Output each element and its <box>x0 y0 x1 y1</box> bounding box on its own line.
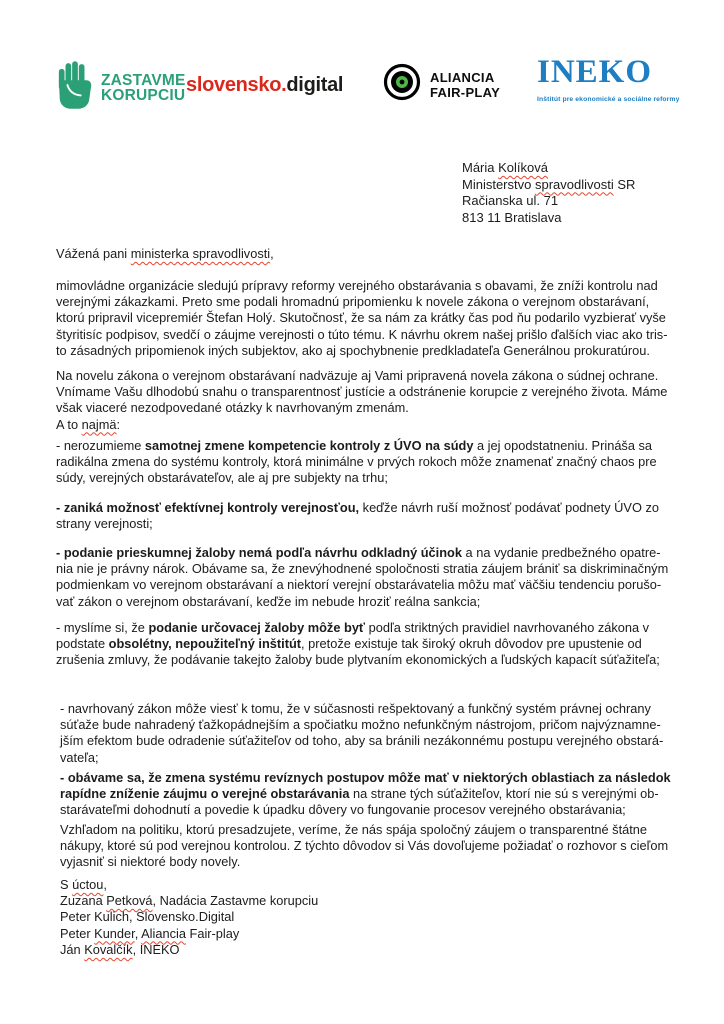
slovensko-digital-dark-part: digital <box>286 74 344 96</box>
recipient-address: Mária Kolíková Ministerstvo spravodlivosti SR Račianska ul. 71 813 11 Bratislava <box>462 160 636 225</box>
aliancia-fair-play-wordmark: ALIANCIA FAIR-PLAY <box>430 69 501 100</box>
logo-zastavme-korupciu <box>56 60 186 115</box>
logo-ineko <box>537 56 679 103</box>
target-icon <box>383 63 421 106</box>
zastavme-korupciu-wordmark: ZASTAVME KORUPCIU <box>101 71 186 104</box>
logo-slovensko-digital <box>186 74 343 97</box>
paragraph-novela: Na novelu zákona o verejnom obstarávaní nadväzuje aj Vami pripravená novela zákona o súdnej ochrane. Vnímame Vašu dlhodobú snahu o transparentnosť justície a odstránenie korupcie z verejného života. Máme však viaceré nezodpovedané otázky k navrhovaným zmenám. A to najmä: <box>56 368 668 432</box>
salutation: Vážená pani ministerka spravodlivosti, <box>56 246 274 261</box>
slovensko-digital-red-part: slovensko. <box>186 74 287 96</box>
bullet-point-1: - nerozumieme samotnej zmene kompetencie kontroly z ÚVO na súdy a jej opodstatneniu. Prináša sa radikálna zmena do systému kontroly, ktorá minimálne v prvých rokoch môže znamenať značný chaos pre súdy, verejných obstarávateľov, ale aj pre subjekty na trhu; <box>56 438 657 486</box>
ineko-tagline: Inštitút pre ekonomické a sociálne reformy <box>537 96 680 103</box>
bullet-point-4: - myslíme si, že podanie určovacej žaloby môže byť podľa striktných pravidiel navrhovaného zákona v podstate obsolétny, nepoužiteľný inštitút, pretože existuje tak široký okruh dôvodov pre upustenie od zrušenia zmluvy, že podávanie takejto žaloby bude plytvaním ekonomických a ľudských kapacít súťažiteľa; <box>56 620 660 668</box>
signature-block: S úctou, Zuzana Petková, Nadácia Zastavme korupciu Peter Kulich, Slovensko.Digital Peter Kunder, Aliancia Fair-play Ján Kovalčík, INEKO <box>60 877 319 957</box>
bullet-point-2: - zaniká možnosť efektívnej kontroly verejnosťou, keďže návrh ruší možnosť podávať podnety ÚVO zo strany verejnosti; <box>56 500 659 532</box>
logo-aliancia-fair-play <box>383 63 500 106</box>
bullet-point-3: - podanie prieskumnej žaloby nemá podľa návrhu odkladný účinok a na vydanie predbežného opatre- nia nie je právny nárok. Obávame sa, že znevýhodnené spoločnosti stratia záujem brániť sa diskriminačným podmienkam vo verejnom obstarávaní a niektorí verejní obstarávatelia môžu mať väčšiu tendenciu porušo- vať zákon o verejnom obstarávaní, keďže im nebude hroziť reálna sankcia; <box>56 545 669 609</box>
bullet-point-5: - navrhovaný zákon môže viesť k tomu, že v súčasnosti rešpektovaný a funkčný systém právnej ochrany súťaže bude nahradený ťažkopádnejším a spočiatku možno nefunkčným nástrojom, pričom najvýznamne- jším efektom bude odradenie súťažiteľov od toho, aby sa bránili nezákonnému postupu verejného obstará- vateľa; <box>60 701 664 765</box>
bullet-point-6: - obávame sa, že zmena systému revíznych postupov môže mať v niektorých oblastiach za následok rapídne zníženie záujmu o verejné obstarávania na strane tých súťažiteľov, ktorí nie sú s verejnými ob- starávateľmi dohodnutí a povedie k úpadku dôvery vo fungovanie procesov verejného obstarávania; <box>60 770 671 818</box>
hand-icon <box>56 60 94 115</box>
paragraph-intro: mimovládne organizácie sledujú prípravy reformy verejného obstarávania s obavami, že zníži kontrolu nad verejnými zákazkami. Preto sme podali hromadnú pripomienku k novele zákona o verejnom obstarávaní, ktorú pripravil vicepremiér Štefan Holý. Skutočnosť, že sa nám za krátky čas pod ňu podarilo vyzbierať vyše štyritisíc podpisov, svedčí o záujme verejnosti o túto tému. K návrhu okrem našej prišlo ďalších viac ako tris- to zásadných pripomienok iných subjektov, ako aj spochybnenie predkladateľa Generálnou prokuratúrou. <box>56 278 668 358</box>
paragraph-closing: Vzhľadom na politiku, ktorú presadzujete, veríme, že nás spája spoločný záujem o transparentné štátne nákupy, ktoré sú pod verejnou kontrolou. Z týchto dôvodov si Vás dovoľujeme požiadať o rozhovor s cieľom vyjasniť si niektoré body novely. <box>60 822 669 870</box>
ineko-wordmark: INEKO <box>537 54 653 90</box>
